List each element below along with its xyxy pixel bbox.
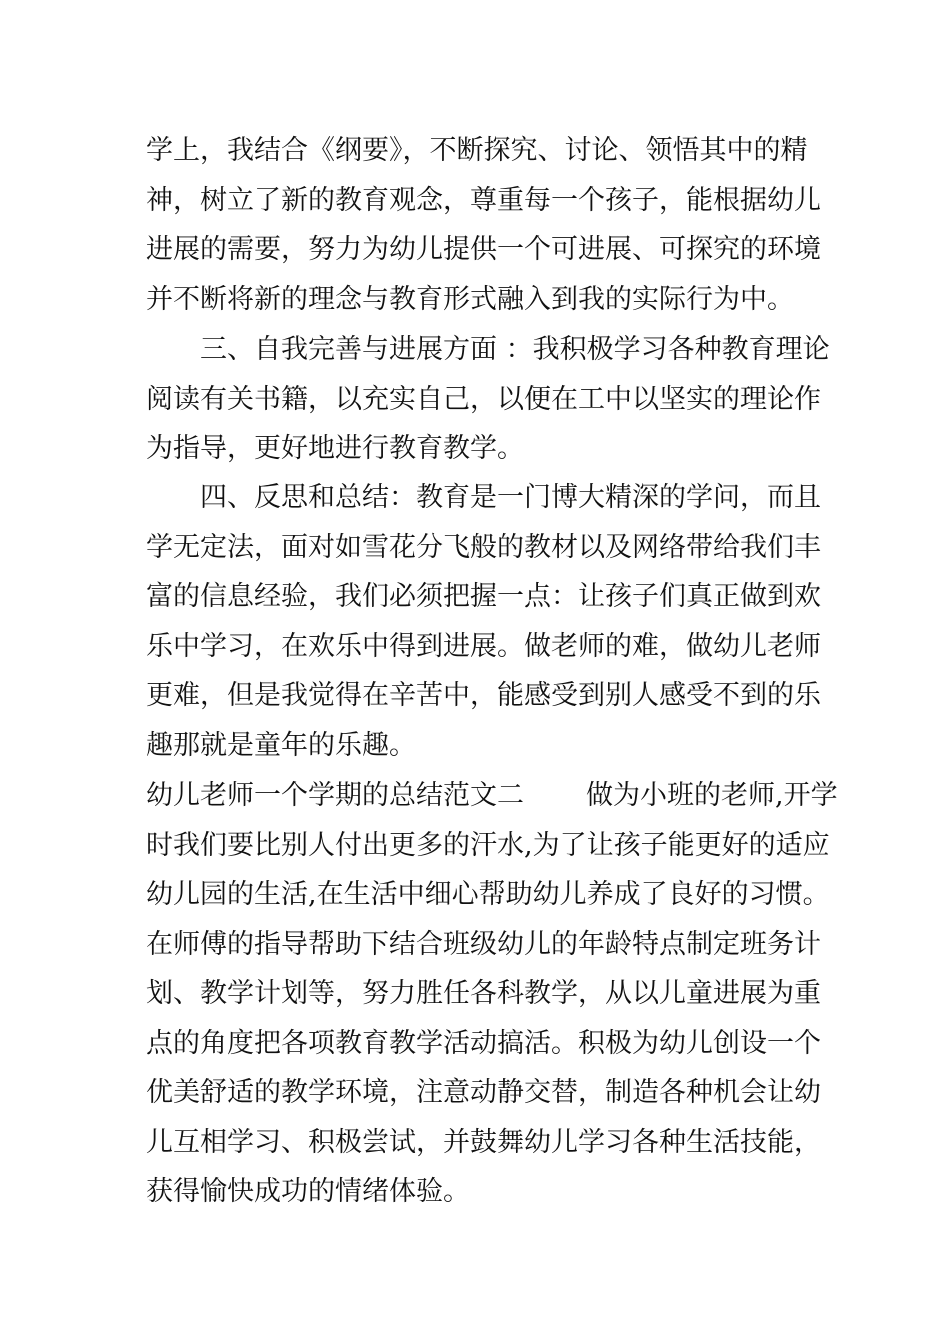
text-line: 划、教学计划等，努力胜任各科教学，从以儿童进展为重: [146, 978, 821, 1009]
text-line: 三、自我完善与进展方面 ：我积极学习各种教育理论: [200, 334, 830, 365]
paragraph-self-improvement: [146, 325, 830, 474]
text-line: 神，树立了新的教育观念，尊重每一个孩子，能根据幼儿: [146, 184, 821, 216]
text-line: 为指导，更好地进行教育教学。: [146, 433, 524, 464]
text-line: 更难，但是我觉得在辛苦中，能感受到别人感受不到的乐: [146, 680, 821, 711]
text-line: 做为小班的老师,开学: [586, 780, 838, 811]
text-line: 获得愉快成功的情绪体验。: [146, 1176, 470, 1207]
essay-two-title: 幼儿老师一个学期的总结范文二: [146, 780, 524, 811]
text-line: 优美舒适的教学环境，注意动静交替，制造各种机会让幼: [146, 1077, 821, 1108]
text-line: 阅读有关书籍，以充实自己，以便在工中以坚实的理论作: [146, 383, 821, 415]
text-line: 学无定法，面对如雪花分飞般的教材以及网络带给我们丰: [146, 531, 821, 563]
text-line: 进展的需要，努力为幼儿提供一个可进展、可探究的环境: [146, 234, 821, 265]
paragraph-reflection-summary: [146, 473, 821, 770]
text-line: 富的信息经验，我们必须把握一点：让孩子们真正做到欢: [146, 581, 821, 612]
text-line: 儿互相学习、积极尝试，并鼓舞幼儿学习各种生活技能，: [146, 1126, 821, 1158]
paragraph-essay-two: [146, 771, 838, 1217]
paragraph-teaching-continued: [146, 126, 821, 324]
text-line: 四、反思和总结：教育是一门博大精深的学问，而且: [200, 482, 821, 513]
text-line: 并不断将新的理念与教育形式融入到我的实际行为中。: [146, 283, 794, 315]
text-line: 幼儿园的生活,在生活中细心帮助幼儿养成了良好的习惯。: [146, 879, 830, 910]
text-line: 点的角度把各项教育教学活动搞活。积极为幼儿创设一个: [146, 1027, 821, 1059]
text-line: 学上，我结合《纲要》，不断探究、讨论、领悟其中的精: [146, 135, 808, 166]
text-line: 乐中学习，在欢乐中得到进展。做老师的难，做幼儿老师: [146, 630, 821, 662]
text-line: 在师傅的指导帮助下结合班级幼儿的年龄特点制定班务计: [146, 928, 821, 960]
text-line: 趣那就是童年的乐趣。: [146, 729, 416, 761]
text-line: 时我们要比别人付出更多的汗水,为了让孩子能更好的适应: [146, 829, 830, 861]
